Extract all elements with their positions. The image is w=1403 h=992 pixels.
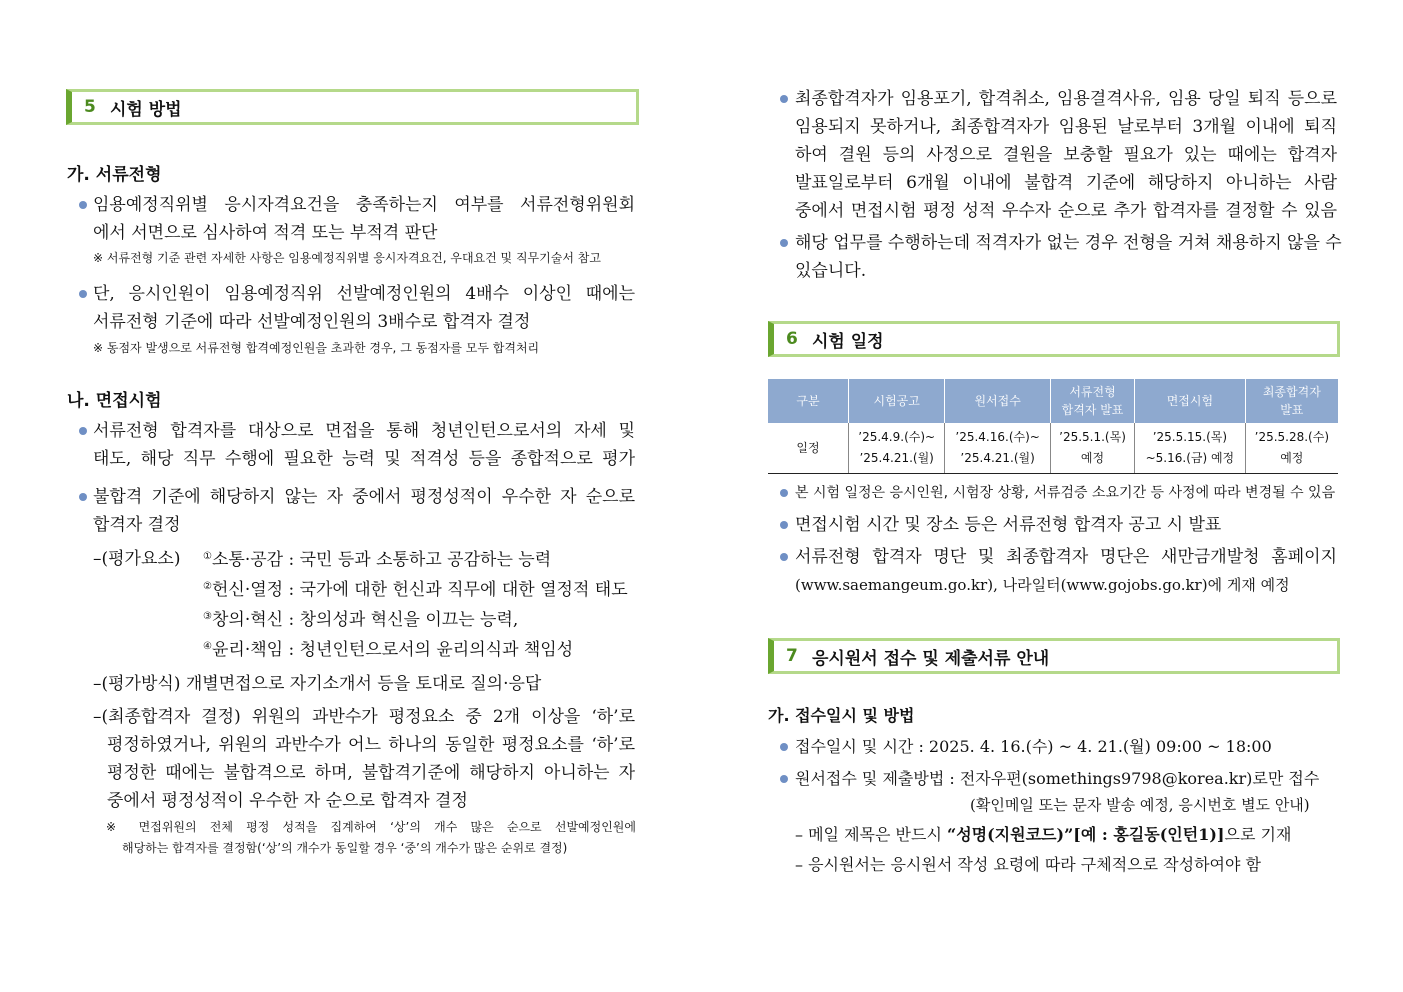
paragraph (93, 191, 635, 247)
table-cell: ’25.5.15.(목) ~5.16.(금) 예정 (1135, 423, 1246, 474)
section-title: 시험 일정 (812, 331, 884, 352)
paragraph: 접수일시 및 시간 : 2025. 4. 16.(수) ~ 4. 21.(월) 09:00 ~ 18:00 (795, 737, 1272, 756)
paragraph: 원서접수 및 제출방법 : 전자우편(somethings9798@korea.kr)로만 접수 (795, 769, 1320, 788)
eval-method: –(평가방식) 개별면접으로 자기소개서 등을 토대로 질의·응답 (93, 674, 542, 694)
text-line: 해당하는 합격자를 결정함(‘상’의 개수가 동일할 경우 ‘중’의 개수가 많은 순위로 결정) (122, 841, 568, 855)
table-header: 구분 (768, 379, 849, 423)
table-cell: ’25.5.28.(수) 예정 (1245, 423, 1338, 474)
text-line: 태도, 해당 직무 수행에 필요한 능력 및 적격성 등을 종합적으로 평가 (93, 449, 635, 469)
table-cell: ’25.5.1.(목) 예정 (1050, 423, 1134, 474)
table-header: 면접시험 (1135, 379, 1246, 423)
section-number: 6 (786, 329, 798, 349)
section-number: 5 (84, 97, 96, 117)
paragraph: 면접시험 시간 및 장소 등은 서류전형 합격자 공고 시 발표 (795, 515, 1222, 535)
bullet-icon (79, 290, 87, 298)
bullet-icon (780, 553, 788, 561)
subheading-application: 가. 접수일시 및 방법 (768, 706, 915, 725)
text-line: 하여 결원 등의 사정으로 결원을 보충할 필요가 있는 때에는 합격자 (795, 145, 1337, 165)
table-header-row (768, 379, 1338, 423)
table-header: 시험공고 (849, 379, 945, 423)
circled-number: ④ (203, 641, 212, 652)
text-line: 중에서 면접시험 평정 성적 우수자 순으로 추가 합격자를 결정할 수 있음 (795, 201, 1337, 221)
final-decision (93, 703, 635, 815)
text-line: ※ 면접위원의 전체 평정 성적을 집계하여 ‘상’의 개수 많은 순으로 선발예정인원에 (106, 820, 636, 834)
subheading-interview: 나. 면접시험 (67, 391, 162, 411)
section-title: 시험 방법 (110, 99, 182, 120)
table-cell: ’25.4.16.(수)~ ’25.4.21.(월) (945, 423, 1051, 474)
paragraph (93, 483, 635, 539)
table-header: 최종합격자 발표 (1245, 379, 1338, 423)
paragraph (795, 85, 1337, 225)
circled-number: ③ (203, 611, 212, 622)
bullet-icon (79, 493, 87, 501)
text-line: 있습니다. (795, 261, 867, 281)
bullet-icon (780, 743, 788, 751)
bullet-icon (79, 201, 87, 209)
table-row (768, 423, 1338, 474)
paragraph (795, 229, 1342, 285)
eval-item (203, 605, 628, 635)
text-line: 단, 응시인원이 임용예정직위 선발예정인원의 4배수 이상인 때에는 (93, 284, 635, 304)
bullet-icon (780, 775, 788, 783)
text-line: –(최종합격자 결정) 위원의 과반수가 평정요소 중 2개 이상을 ‘하’로 (93, 707, 635, 727)
eval-item (203, 545, 628, 575)
section-5-header (66, 89, 639, 125)
eval-text: 소통·공감 : 국민 등과 소통하고 공감하는 능력 (211, 550, 552, 570)
text-line: 평정한 때에는 불합격으로 하며, 불합격기준에 해당하지 아니하는 자 (107, 763, 635, 783)
bullet-icon (780, 239, 788, 247)
paragraph: 본 시험 일정은 응시인원, 시험장 상황, 서류검증 소요기간 등 사정에 따라 변경될 수 있음 (795, 485, 1336, 501)
eval-item (203, 635, 628, 665)
text-line: 평정하였거나, 위원의 과반수가 어느 하나의 동일한 평정요소를 ‘하’로 (107, 735, 635, 755)
table-header: 서류전형 합격자 발표 (1050, 379, 1134, 423)
table-header: 원서접수 (945, 379, 1051, 423)
text-line: 에서 서면으로 심사하여 적격 또는 부적격 판단 (93, 223, 438, 243)
subheading-document-screening: 가. 서류전형 (67, 165, 162, 185)
eval-item (203, 575, 628, 605)
text-segment: – 메일 제목은 반드시 (795, 825, 947, 844)
bullet-icon (780, 489, 788, 497)
text-line: (www.saemangeum.go.kr), 나라일터(www.gojobs.go.kr)에 게재 예정 (795, 576, 1290, 594)
text-line: 임용예정직위별 응시자격요건을 충족하는지 여부를 서류전형위원회 (93, 195, 635, 215)
paragraph (93, 417, 635, 473)
text-line: 발표일로부터 6개월 이내에 불합격 기준에 해당하지 아니하는 사람 (795, 173, 1337, 193)
detail-line: – 응시원서는 응시원서 작성 요령에 따라 구체적으로 작성하여야 함 (795, 855, 1262, 874)
text-line: 임용되지 못하거나, 최종합격자가 임용된 날로부터 3개월 이내에 퇴직 (795, 117, 1337, 137)
text-line: 합격자 결정 (93, 515, 181, 535)
text-line: 해당 업무를 수행하는데 적격자가 없는 경우 전형을 거쳐 채용하지 않을 수 (795, 233, 1342, 253)
text-line: 불합격 기준에 해당하지 않는 자 중에서 평정성적이 우수한 자 순으로 (93, 487, 635, 507)
eval-text: 창의·혁신 : 창의성과 혁신을 이끄는 능력, (211, 610, 519, 630)
eval-text: 윤리·책임 : 청년인턴으로서의 윤리의식과 책임성 (211, 640, 574, 660)
paragraph: (확인메일 또는 문자 발송 예정, 응시번호 별도 안내) (970, 796, 1310, 814)
footnote (106, 817, 636, 859)
table-cell: 일정 (768, 423, 849, 474)
bullet-icon (79, 427, 87, 435)
circled-number: ① (203, 551, 212, 562)
paragraph (93, 280, 635, 336)
table-cell: ’25.4.9.(수)~ ’25.4.21.(월) (849, 423, 945, 474)
section-7-header (768, 638, 1340, 674)
text-line: 서류전형 기준에 따라 선발예정인원의 3배수로 합격자 결정 (93, 312, 531, 332)
text-line: 최종합격자가 임용포기, 합격취소, 임용결격사유, 임용 당일 퇴직 등으로 (795, 89, 1337, 109)
mail-subject-format: “성명(지원코드)”[예 : 홍길동(인턴1)] (947, 825, 1225, 844)
text-segment: 으로 기재 (1224, 825, 1292, 844)
eval-text: 헌신·열정 : 국가에 대한 헌신과 직무에 대한 열정적 태도 (211, 580, 628, 600)
text-line: 중에서 평정성적이 우수한 자 순으로 합격자 결정 (107, 791, 468, 811)
section-number: 7 (786, 646, 798, 666)
schedule-table (768, 379, 1338, 474)
text-line: 서류전형 합격자 명단 및 최종합격자 명단은 새만금개발청 홈페이지 (795, 547, 1337, 567)
bullet-icon (780, 95, 788, 103)
footnote: ※ 서류전형 기준 관련 자세한 사항은 임용예정직위별 응시자격요건, 우대요건 및 직무기술서 참고 (93, 251, 601, 265)
section-title: 응시원서 접수 및 제출서류 안내 (812, 648, 1050, 669)
footnote: ※ 동점자 발생으로 서류전형 합격예정인원을 초과한 경우, 그 동점자를 모두 합격처리 (93, 341, 540, 355)
bullet-icon (780, 521, 788, 529)
eval-items (203, 545, 628, 665)
detail-line (795, 821, 1291, 849)
paragraph (795, 543, 1337, 599)
section-6-header (768, 321, 1340, 357)
circled-number: ② (203, 581, 212, 592)
text-line: 서류전형 합격자를 대상으로 면접을 통해 청년인턴으로서의 자세 및 (93, 421, 635, 441)
eval-prefix: –(평가요소) (93, 549, 181, 569)
